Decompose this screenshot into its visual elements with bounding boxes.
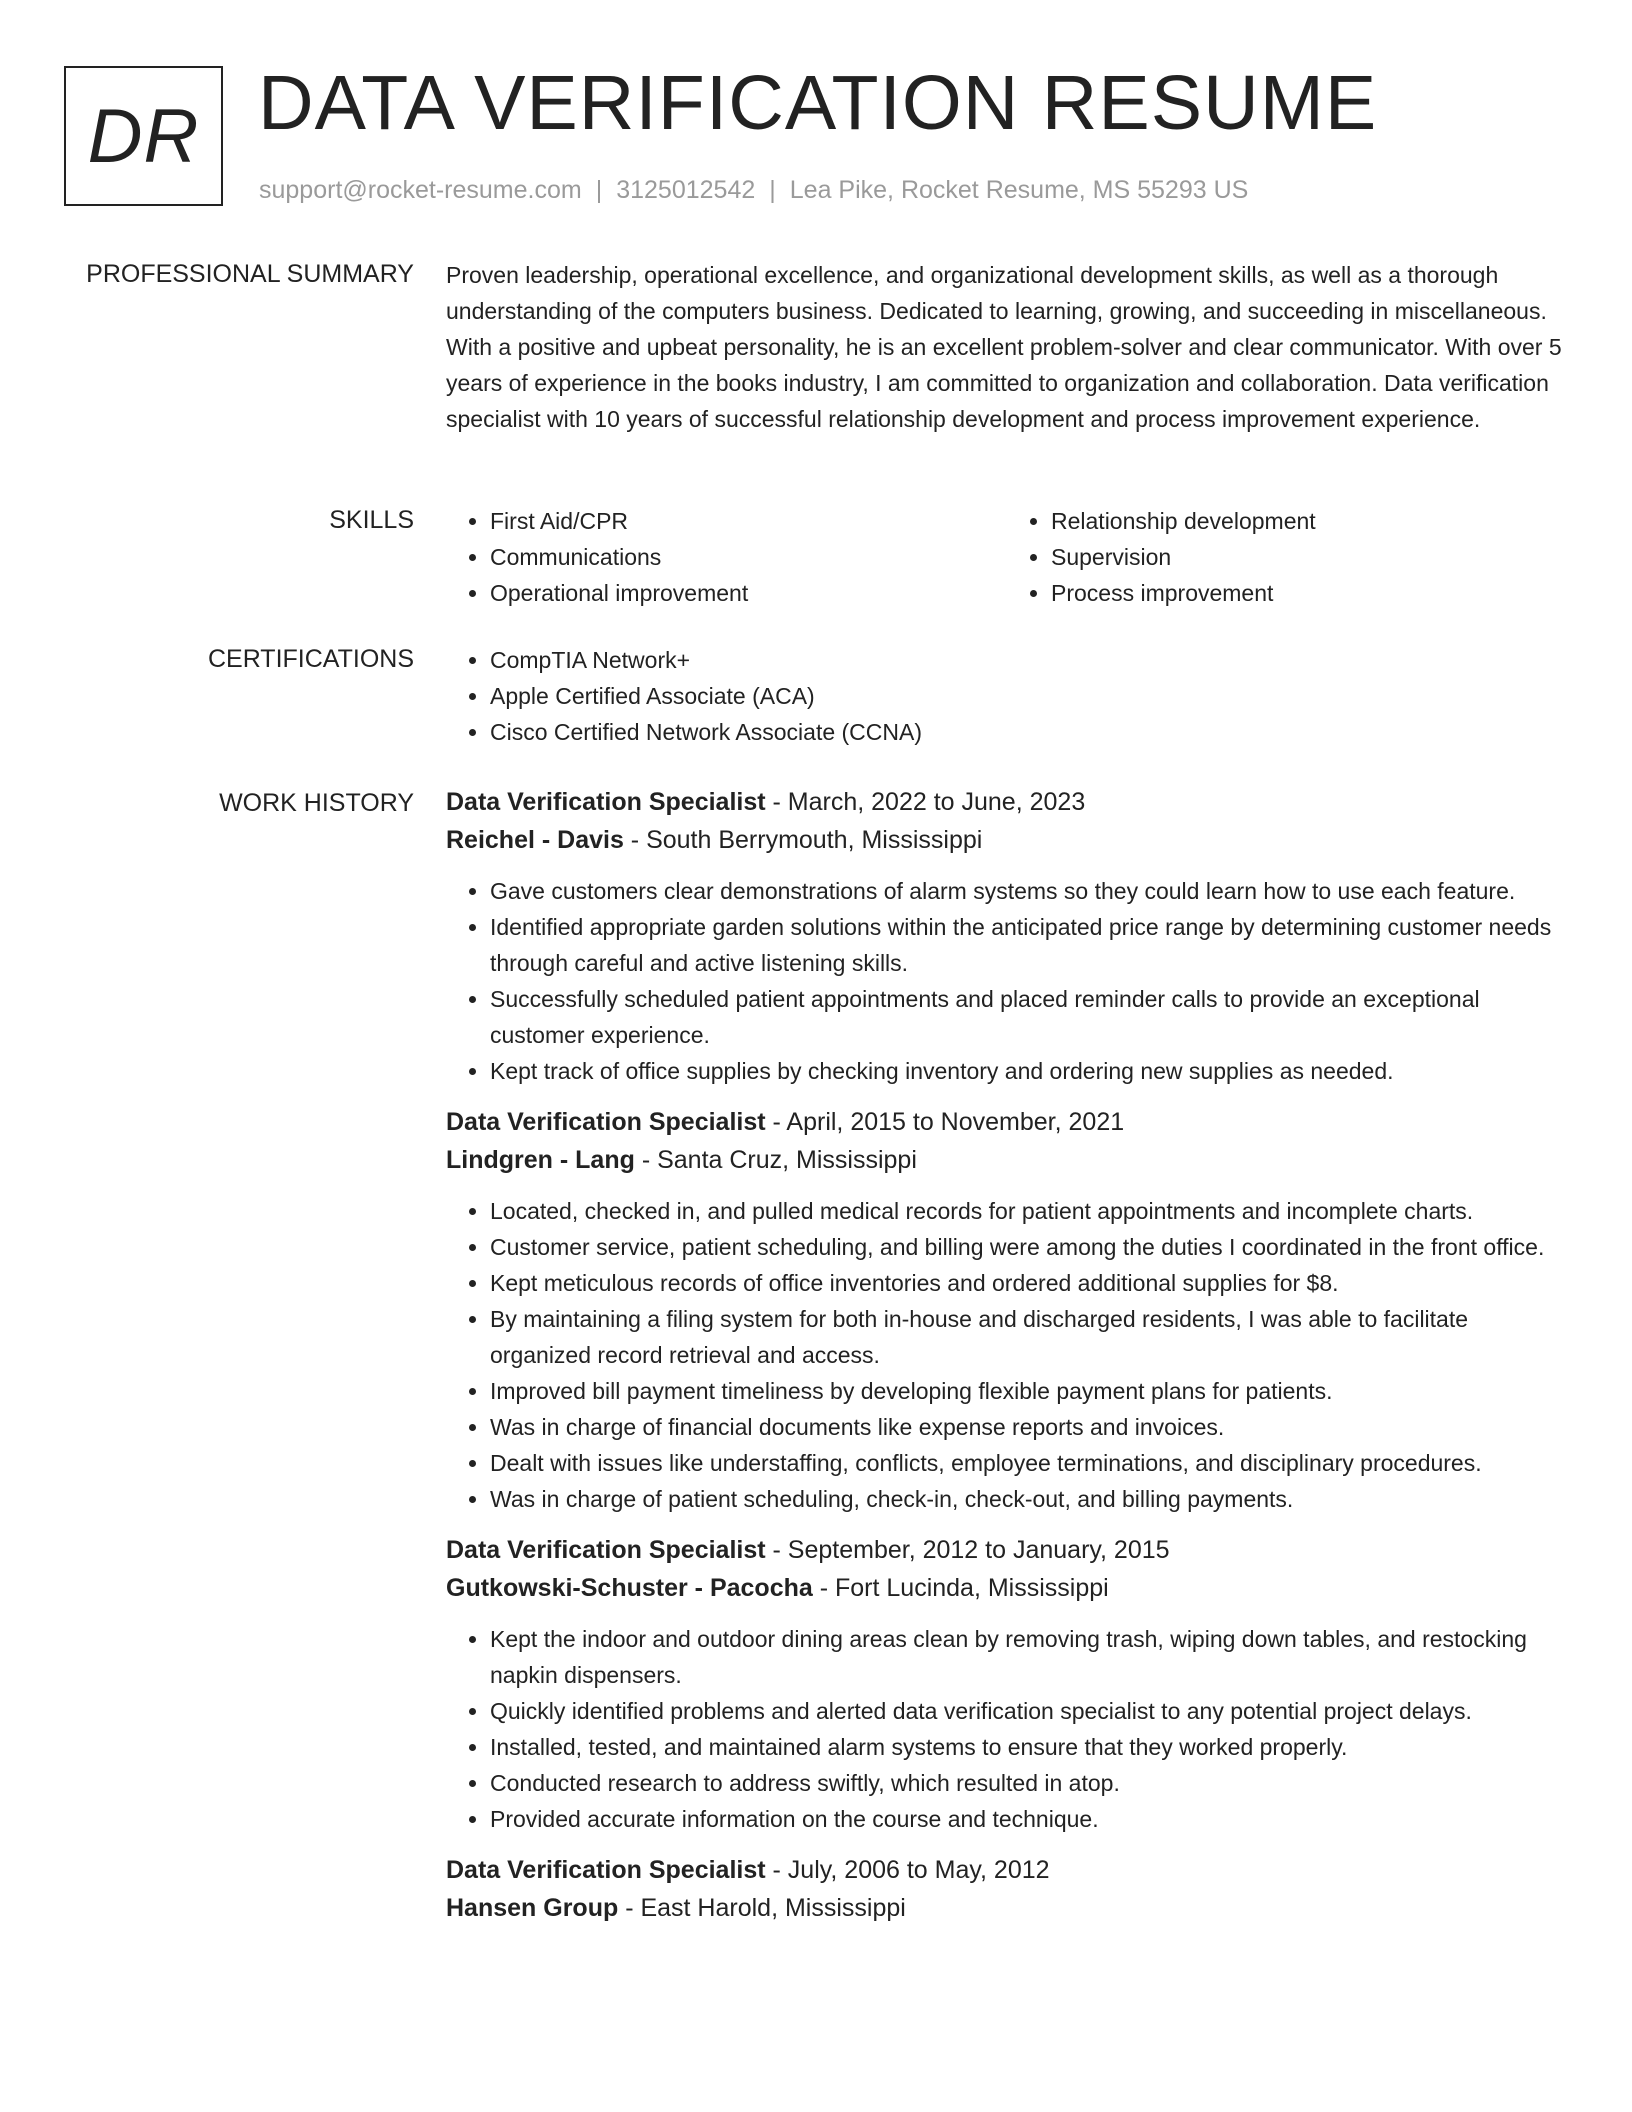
job-dates: - September, 2012 to January, 2015 xyxy=(765,1536,1170,1564)
job-company: Gutkowski-Schuster - Pacocha xyxy=(446,1574,813,1602)
job-dates: - March, 2022 to June, 2023 xyxy=(765,788,1086,816)
job-title: Data Verification Specialist xyxy=(446,1108,766,1136)
job-bullet: • Conducted research to address swiftly, which resulted in atop. xyxy=(490,1765,1568,1801)
job-bullet: • Kept track of office supplies by checking inventory and ordering new supplies as needed. xyxy=(490,1053,1568,1089)
job-location: - South Berrymouth, Mississippi xyxy=(623,826,983,854)
job-bullet: • By maintaining a filing system for both in-house and discharged residents, I was able to facilitate organized record retrieval and access. xyxy=(490,1301,1568,1373)
skill-item: • Operational improvement xyxy=(490,575,1007,611)
job-bullet: • Successfully scheduled patient appointments and placed reminder calls to provide an exceptional customer experience. xyxy=(490,981,1568,1053)
job-bullet: • Kept the indoor and outdoor dining areas clean by removing trash, wiping down tables, and restocking napkin dispensers. xyxy=(490,1621,1568,1693)
job-bullets xyxy=(446,873,1568,1089)
job-company: Lindgren - Lang xyxy=(446,1146,635,1174)
job-bullet: • Kept meticulous records of office inventories and ordered additional supplies for $8. xyxy=(490,1265,1568,1301)
certification-item: • CompTIA Network+ xyxy=(490,642,1568,678)
job-entry xyxy=(446,1103,1568,1517)
job-company-line xyxy=(446,1889,1568,1927)
job-location: - Santa Cruz, Mississippi xyxy=(634,1146,917,1174)
job-title: Data Verification Specialist xyxy=(446,788,766,816)
job-bullets xyxy=(446,1193,1568,1517)
job-bullet: • Was in charge of financial documents like expense reports and invoices. xyxy=(490,1409,1568,1445)
job-title: Data Verification Specialist xyxy=(446,1856,766,1884)
summary-text: Proven leadership, operational excellence, and organizational development skills, as well as a thorough understanding of the computers business. Dedicated to learning, growing, and succeeding in miscellaneous. With a positive and upbeat personality, he is an excellent problem-solver and clear communicator. With over 5 years of experience in the books industry, I am committed to organization and collaboration. Data verification specialist with 10 years of successful relationship development and process improvement experience. xyxy=(446,262,1562,432)
summary-label: PROFESSIONAL SUMMARY xyxy=(86,260,414,288)
job-title-line xyxy=(446,1531,1568,1569)
certification-item: • Cisco Certified Network Associate (CCNA) xyxy=(490,714,1568,750)
job-bullet: • Dealt with issues like understaffing, conflicts, employee terminations, and disciplinary procedures. xyxy=(490,1445,1568,1481)
job-company-line xyxy=(446,1141,1568,1179)
skill-item: • First Aid/CPR xyxy=(490,503,1007,539)
skill-item: • Communications xyxy=(490,539,1007,575)
job-location: - East Harold, Mississippi xyxy=(618,1894,906,1922)
job-bullet: • Installed, tested, and maintained alarm systems to ensure that they worked properly. xyxy=(490,1729,1568,1765)
contact-address: Lea Pike, Rocket Resume, MS 55293 US xyxy=(789,176,1249,204)
job-bullet: • Customer service, patient scheduling, and billing were among the duties I coordinated in the front office. xyxy=(490,1229,1568,1265)
job-bullets xyxy=(446,1621,1568,1837)
job-entry xyxy=(446,1531,1568,1837)
job-location: - Fort Lucinda, Mississippi xyxy=(812,1574,1109,1602)
contact-line xyxy=(259,174,1248,206)
job-dates: - July, 2006 to May, 2012 xyxy=(765,1856,1050,1884)
contact-separator: | xyxy=(769,176,776,204)
job-bullet: • Improved bill payment timeliness by developing flexible payment plans for patients. xyxy=(490,1373,1568,1409)
job-title: Data Verification Specialist xyxy=(446,1536,766,1564)
job-title-line xyxy=(446,1103,1568,1141)
skills-section xyxy=(446,503,1568,611)
job-dates: - April, 2015 to November, 2021 xyxy=(765,1108,1125,1136)
skills-label: SKILLS xyxy=(329,506,414,534)
work-history-section xyxy=(446,783,1568,1941)
job-title-line xyxy=(446,1851,1568,1889)
job-company-line xyxy=(446,1569,1568,1607)
job-bullet: • Located, checked in, and pulled medical records for patient appointments and incomplete charts. xyxy=(490,1193,1568,1229)
certifications-list xyxy=(446,642,1568,750)
job-entry xyxy=(446,783,1568,1089)
job-bullet: • Identified appropriate garden solutions within the anticipated price range by determining customer needs through careful and active listening skills. xyxy=(490,909,1568,981)
certifications-label: CERTIFICATIONS xyxy=(207,645,414,673)
work-history-label: WORK HISTORY xyxy=(219,789,414,817)
skills-list-right xyxy=(1007,503,1568,611)
skill-item: • Relationship development xyxy=(1051,503,1568,539)
contact-separator: | xyxy=(595,176,603,204)
job-bullet: • Provided accurate information on the course and technique. xyxy=(490,1801,1568,1837)
resume-title: DATA VERIFICATION RESUME xyxy=(258,60,1378,146)
job-company-line xyxy=(446,821,1568,859)
job-title-line xyxy=(446,783,1568,821)
job-bullet: • Was in charge of patient scheduling, check-in, check-out, and billing payments. xyxy=(490,1481,1568,1517)
contact-email[interactable]: support@rocket-resume.com xyxy=(259,176,582,204)
job-bullet: • Quickly identified problems and alerted data verification specialist to any potential project delays. xyxy=(490,1693,1568,1729)
monogram-initials: DR xyxy=(64,66,223,206)
certification-item: • Apple Certified Associate (ACA) xyxy=(490,678,1568,714)
job-entry xyxy=(446,1851,1568,1927)
skill-item: • Supervision xyxy=(1051,539,1568,575)
certifications-section xyxy=(446,642,1568,750)
job-company: Hansen Group xyxy=(446,1894,619,1922)
contact-phone[interactable]: 3125012542 xyxy=(616,176,756,204)
job-company: Reichel - Davis xyxy=(446,826,624,854)
skills-list-left xyxy=(446,503,1007,611)
skill-item: • Process improvement xyxy=(1051,575,1568,611)
job-bullet: • Gave customers clear demonstrations of alarm systems so they could learn how to use each feature. xyxy=(490,873,1568,909)
summary-section xyxy=(446,257,1568,437)
